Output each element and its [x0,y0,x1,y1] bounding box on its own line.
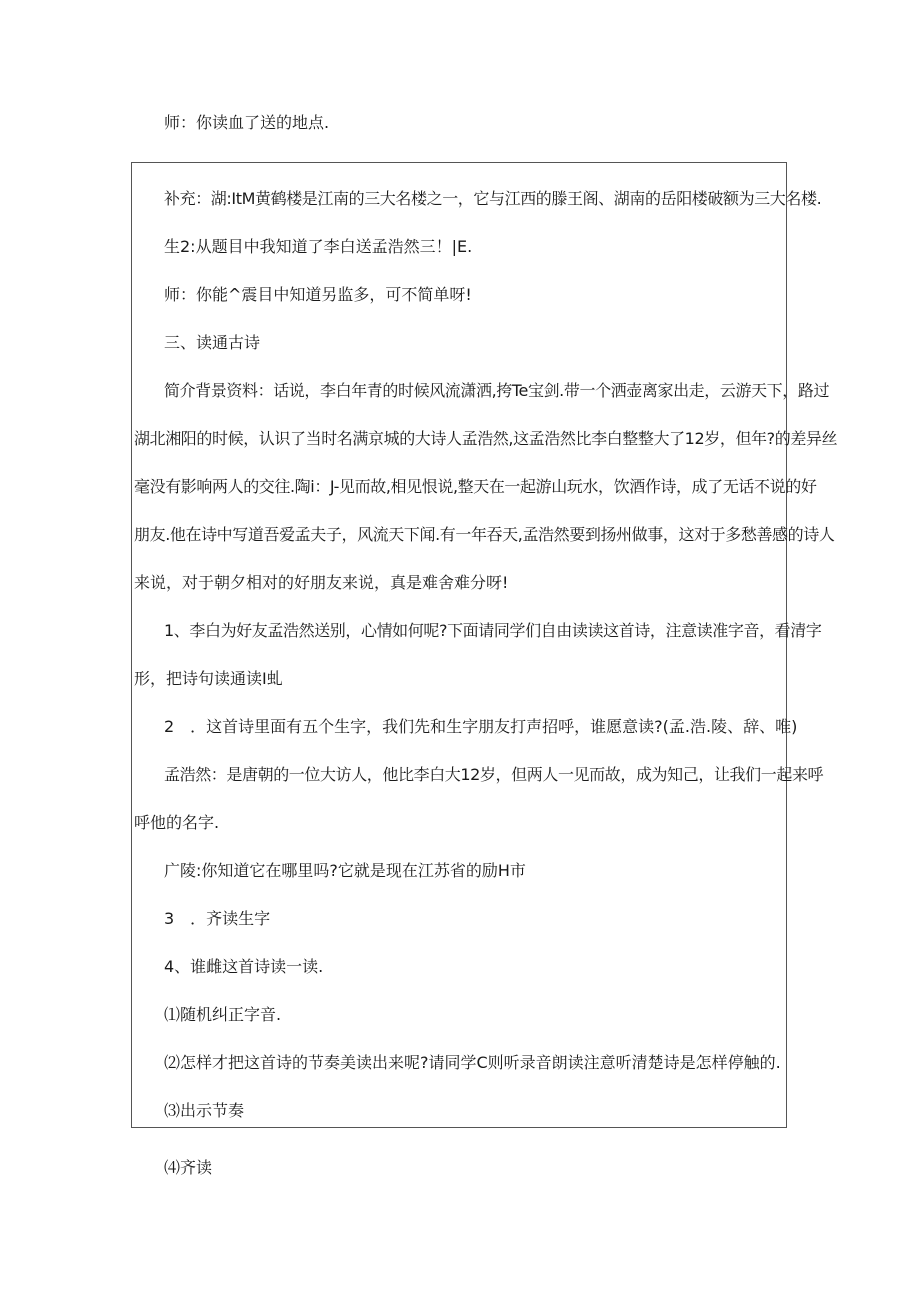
background-paragraph-line-1: 简介背景资料：话说，李白年青的时候风流潇洒,挎Te宝剑.带一个洒壶离家出走，云游天下，路过 [164,381,830,400]
step-4-line: 4、谁雌这首诗读一读. [164,957,324,976]
supplement-paragraph: 补充：湖:ItM黄鹤楼是江南的三大名楼之一，它与江西的滕王阁、湖南的岳阳楼破额为三大名楼. [164,189,822,208]
student-answer-line: 生2:从题目中我知道了李白送孟浩然三！|E. [164,237,473,256]
background-paragraph-line-3: 毫没有影响两人的交往.陶i：J-见而故,相见恨说,整天在一起游山玩水，饮酒作诗，成了无话不说的好 [134,477,817,496]
lesson-content-box [131,162,787,1128]
substep-3-line: ⑶出示节奏 [164,1101,245,1120]
substep-1-line: ⑴随机纠正字音. [164,1005,282,1024]
step-3-line: 3 ．齐读生字 [164,909,271,928]
substep-4-line: ⑷齐读 [164,1158,213,1177]
section-heading: 三、读通古诗 [164,333,261,352]
background-paragraph-line-2: 湖北湘阳的时候，认识了当时名满京城的大诗人孟浩然,这孟浩然比李白整整大了12岁，但年?的差异丝 [134,429,838,448]
meng-haoran-note-line-1: 孟浩然：是唐朝的一位大访人，他比李白大12岁，但两人一见而故，成为知己，让我们一起来呼 [164,765,824,784]
teacher-line-intro: 师：你读血了送的地点. [164,113,330,132]
step-1-line-1: 1、李白为好友孟浩然送别，心情如何呢?下面请同学们自由读读这首诗，注意读准字音，看清字 [164,621,822,640]
guangling-note-line: 广陵:你知道它在哪里吗?它就是现在江苏省的励H市 [164,861,526,880]
background-paragraph-line-4: 朋友.他在诗中写道吾爱孟夫子，风流天下闻.有一年吞天,孟浩然要到扬州做事，这对于多愁善感的诗人 [134,525,835,544]
substep-2-line: ⑵怎样才把这首诗的节奏美读出来呢?请同学C则听录音朗读注意听清楚诗是怎样停触的. [164,1053,781,1072]
step-1-line-2: 形，把诗句读通读I虬 [134,669,283,688]
teacher-comment-line: 师：你能^震目中知道另监多，可不简单呀! [164,285,472,304]
background-paragraph-line-5: 来说，对于朝夕相对的好朋友来说，真是难舍难分呀! [134,573,509,592]
step-2-line: 2 ．这首诗里面有五个生字，我们先和生字朋友打声招呼，谁愿意读?(孟.浩.陵、辞、唯) [164,717,798,736]
meng-haoran-note-line-2: 呼他的名字. [134,813,220,832]
